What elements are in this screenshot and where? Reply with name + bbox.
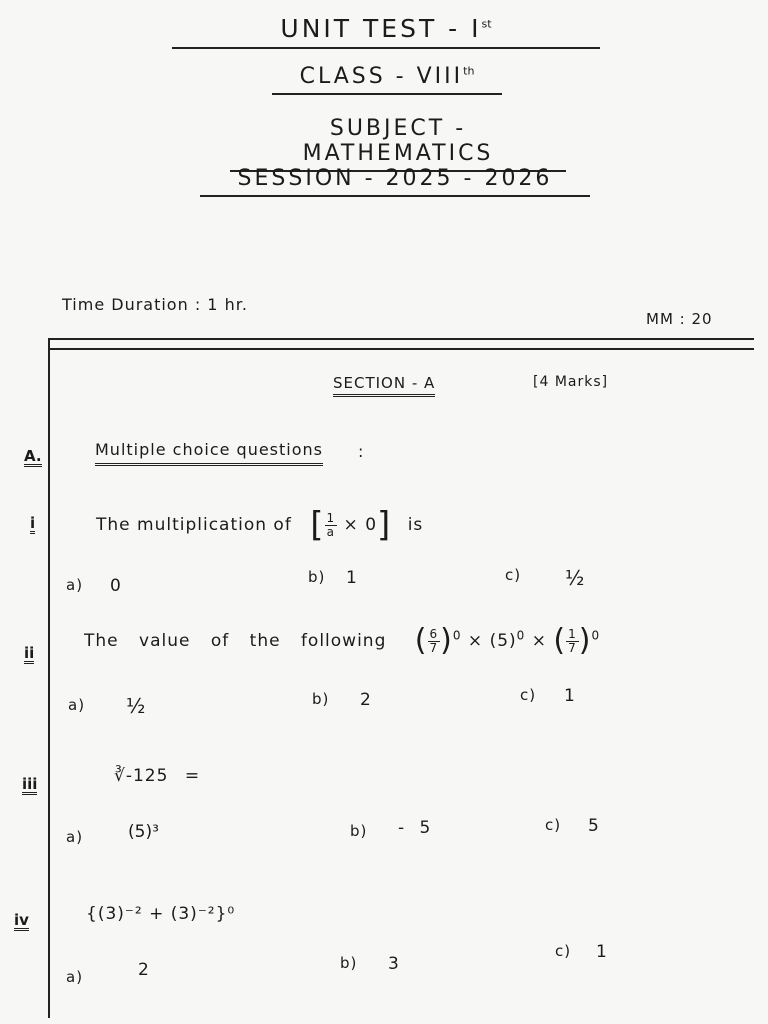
- question-iv-text: {(3)⁻² + (3)⁻²}⁰: [86, 904, 236, 924]
- class-title: [272, 64, 502, 95]
- question-i-label: The multiplication of: [96, 515, 292, 535]
- question-ii-label: The value of the following: [84, 631, 387, 651]
- right-bracket: ]: [377, 505, 392, 545]
- option-i-c-value: ½: [565, 566, 585, 590]
- left-paren: (: [414, 623, 428, 658]
- right-paren: ): [578, 623, 592, 658]
- unit-test-text: UNIT TEST - I: [280, 14, 482, 43]
- fraction-denominator: a: [326, 524, 335, 539]
- part-a-heading: Multiple choice questions: [95, 440, 323, 466]
- option-iii-a-label: a): [66, 828, 84, 846]
- times-sign: ×: [531, 631, 547, 651]
- times-zero: × 0: [343, 515, 378, 535]
- option-ii-c-label: c): [520, 686, 537, 704]
- section-title: SECTION - A: [333, 374, 435, 397]
- option-i-c-label: c): [505, 566, 522, 584]
- option-iv-c-value: 1: [596, 942, 607, 962]
- option-ii-b-value: 2: [360, 690, 371, 710]
- frame-left-border: [48, 338, 50, 1018]
- option-i-a-value: 0: [110, 576, 121, 596]
- question-number-i: i: [30, 514, 36, 532]
- question-number-ii: ii: [24, 644, 35, 662]
- part-a-colon: :: [358, 442, 365, 461]
- option-i-b-value: 1: [346, 568, 357, 588]
- question-ii-math: [414, 623, 601, 658]
- fraction-1-over-7: [566, 628, 579, 655]
- fraction-6-over-7: [428, 628, 441, 655]
- question-number-iv: iv: [14, 911, 29, 929]
- exponent-zero: 0: [516, 628, 526, 643]
- question-number-iii: iii: [22, 775, 38, 793]
- option-iii-b-label: b): [350, 822, 368, 840]
- question-i-text: [96, 505, 424, 545]
- subject-title: [230, 116, 566, 172]
- time-duration: Time Duration : 1 hr.: [62, 295, 248, 314]
- fraction-1-over-a: [325, 512, 338, 539]
- subject-text: SUBJECT - MATHEMATICS: [302, 116, 494, 166]
- option-iv-c-label: c): [555, 942, 572, 960]
- times-five: × (5): [467, 631, 517, 651]
- option-iii-a-value: (5)³: [128, 822, 159, 842]
- left-paren: (: [553, 623, 567, 658]
- fraction-denominator: 7: [568, 640, 577, 655]
- unit-test-sup: st: [481, 17, 492, 31]
- option-ii-b-label: b): [312, 690, 330, 708]
- option-ii-a-label: a): [68, 696, 86, 714]
- max-marks: MM : 20: [646, 310, 713, 328]
- part-a-label: A.: [24, 447, 42, 465]
- left-bracket: [: [310, 505, 325, 545]
- session-title: [200, 166, 590, 197]
- option-i-b-label: b): [308, 568, 326, 586]
- question-iii-text: ∛-125 =: [114, 766, 201, 786]
- option-ii-a-value: ½: [126, 694, 146, 718]
- option-i-a-label: a): [66, 576, 84, 594]
- option-iv-a-label: a): [66, 968, 84, 986]
- class-text: CLASS - VIII: [299, 64, 464, 89]
- option-iii-b-value: - 5: [398, 818, 431, 838]
- option-iv-b-label: b): [340, 954, 358, 972]
- right-paren: ): [440, 623, 453, 658]
- question-ii-text: [84, 623, 601, 658]
- fraction-numerator: 1: [568, 626, 577, 641]
- option-iv-b-value: 3: [388, 954, 399, 974]
- option-ii-c-value: 1: [564, 686, 575, 706]
- section-marks: [4 Marks]: [533, 374, 609, 390]
- option-iv-a-value: 2: [138, 960, 149, 980]
- fraction-denominator: 7: [429, 640, 439, 655]
- session-text: SESSION - 2025 - 2026: [237, 166, 553, 191]
- fraction-numerator: 1: [326, 510, 336, 525]
- frame-top-border: [48, 338, 754, 350]
- option-iii-c-label: c): [545, 816, 562, 834]
- exponent-zero: 0: [452, 628, 462, 643]
- exponent-zero: 0: [591, 628, 601, 643]
- class-sup: th: [463, 64, 475, 78]
- fraction-numerator: 6: [429, 626, 439, 641]
- unit-test-title: [172, 14, 600, 49]
- question-i-suffix: is: [407, 515, 424, 535]
- question-i-math: [310, 505, 424, 545]
- option-iii-c-value: 5: [588, 816, 599, 836]
